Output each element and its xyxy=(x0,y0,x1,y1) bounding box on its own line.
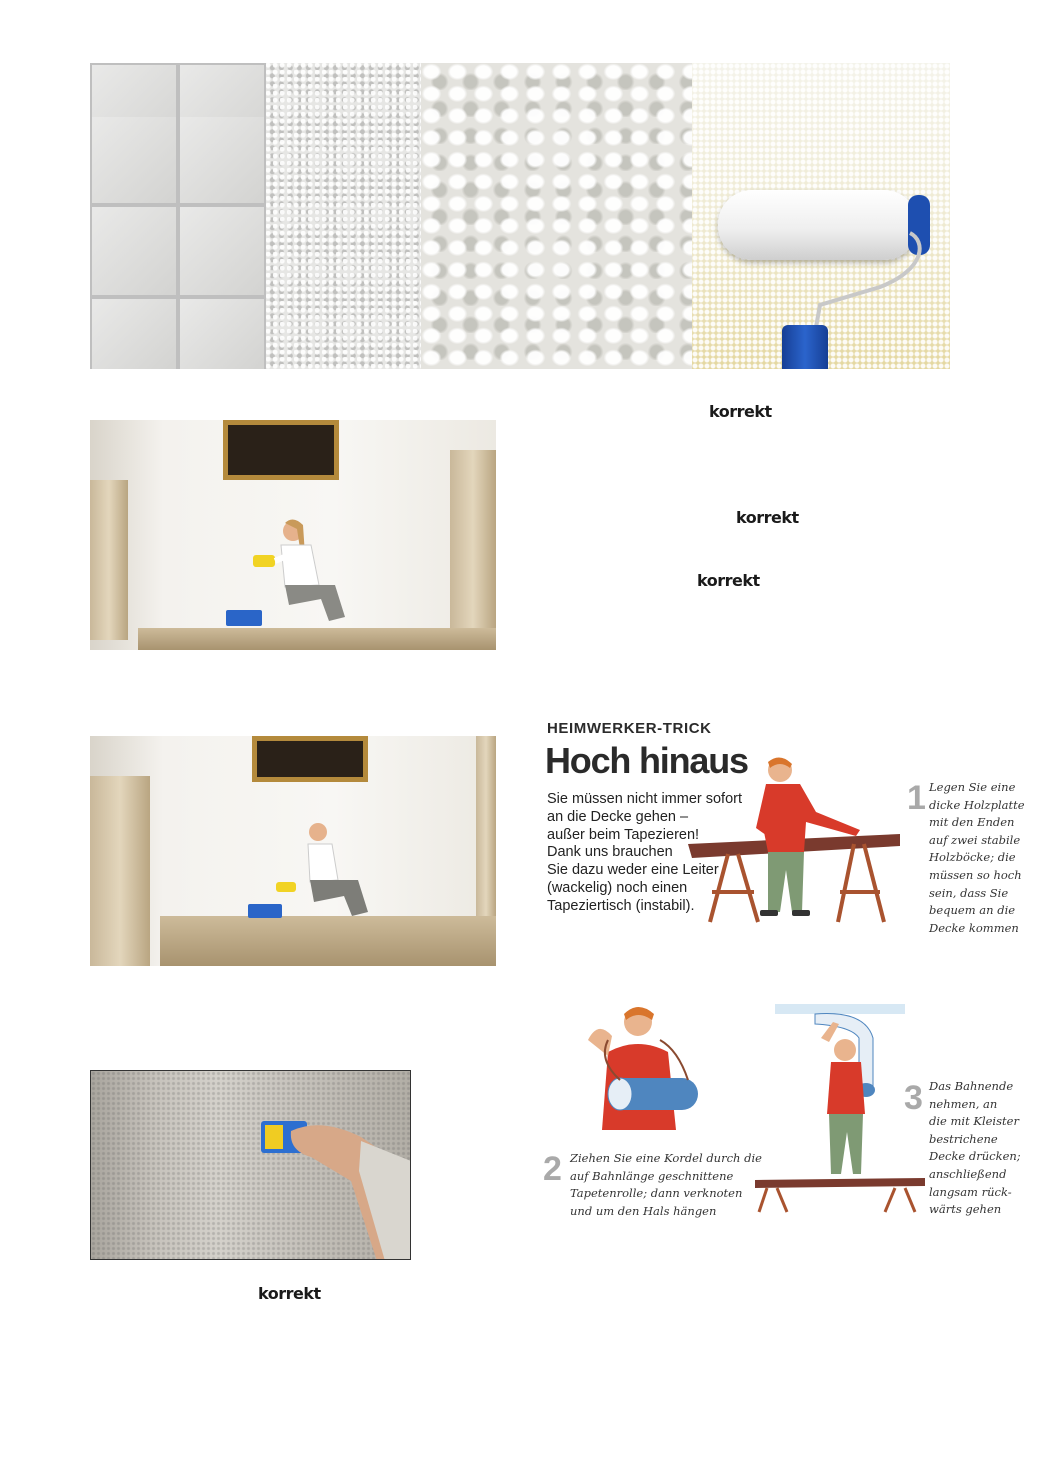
tile-texture xyxy=(90,63,266,369)
intro-line: (wackelig) noch einen xyxy=(547,879,688,896)
korrekt-logo: korrekt xyxy=(736,508,799,527)
illustration-ceiling-papering xyxy=(755,998,925,1213)
banister xyxy=(90,480,128,640)
step-line: dicke Holzplatte xyxy=(929,797,1025,812)
step-line: anschließend xyxy=(929,1166,1007,1181)
photo-wall-cleaning-1 xyxy=(90,420,496,650)
intro-line: Tapeziertisch (instabil). xyxy=(547,897,695,914)
step-line: bequem an die xyxy=(929,903,1016,918)
stone-pillar xyxy=(476,736,496,936)
step-line: die mit Kleister xyxy=(929,1114,1019,1129)
step-line: Decke kommen xyxy=(929,920,1019,935)
intro-line: Dank uns brauchen xyxy=(547,844,673,861)
step-line: Das Bahnende xyxy=(929,1079,1014,1093)
step-line: Tapetenrolle; dann verknoten xyxy=(570,1186,743,1201)
step-line: wärts gehen xyxy=(929,1202,1002,1217)
step-line: und um den Hals hängen xyxy=(570,1203,717,1218)
step-number: 2 xyxy=(543,1150,562,1188)
intro-line: Sie dazu weder eine Leiter xyxy=(547,862,719,879)
step-line: auf zwei stabile xyxy=(929,832,1021,847)
paint-roller-handle xyxy=(782,325,828,369)
korrekt-logo: korrekt xyxy=(697,571,760,590)
coarse-plaster-texture xyxy=(421,63,692,369)
step-line: auf Bahnlänge geschnittene xyxy=(570,1168,734,1183)
intro-line: außer beim Tapezieren! xyxy=(547,826,700,843)
banister xyxy=(90,776,150,966)
section-headline: Hoch hinaus xyxy=(545,740,748,781)
korrekt-logo: korrekt xyxy=(709,402,772,421)
step-2-text xyxy=(570,1150,762,1220)
painting-frame xyxy=(252,736,368,782)
step-line: Holzböcke; die xyxy=(929,850,1016,865)
step-line: langsam rück- xyxy=(929,1184,1012,1199)
photo-wall-cleaning-2 xyxy=(90,736,496,966)
step-line: Ziehen Sie eine Kordel durch die xyxy=(570,1151,762,1165)
section-kicker: HEIMWERKER-TRICK xyxy=(547,720,712,737)
intro-line: an die Decke gehen – xyxy=(547,808,689,825)
step-line: nehmen, an xyxy=(929,1096,998,1111)
paint-roller-frame xyxy=(730,221,930,331)
painting-frame xyxy=(223,420,339,480)
step-line: sein, dass Sie xyxy=(929,885,1009,900)
texture-banner xyxy=(90,63,950,369)
step-line: Decke drücken; xyxy=(929,1149,1021,1164)
photo-sponge-wall xyxy=(90,1070,411,1260)
woman-figure xyxy=(245,515,355,630)
illustration-roll-on-cord xyxy=(568,1000,703,1145)
hand-arm xyxy=(281,1111,411,1260)
fine-plaster-texture xyxy=(266,63,421,369)
woman-figure xyxy=(270,822,380,922)
stone-pillar xyxy=(450,450,496,630)
step-number: 3 xyxy=(904,1079,923,1117)
stair-step xyxy=(138,628,496,650)
step-3-text xyxy=(929,1078,1021,1219)
step-line: müssen so hoch xyxy=(929,867,1022,882)
intro-line: Sie müssen nicht immer sofort xyxy=(547,791,743,807)
step-number: 1 xyxy=(907,779,926,817)
step-1-text xyxy=(929,779,1025,937)
stair-step xyxy=(160,916,496,966)
step-line: bestrichene xyxy=(929,1131,998,1146)
step-line: mit den Enden xyxy=(929,815,1015,830)
step-line: Legen Sie eine xyxy=(929,780,1016,794)
korrekt-logo: korrekt xyxy=(258,1284,321,1303)
illustration-board-sawhorses xyxy=(688,752,903,930)
